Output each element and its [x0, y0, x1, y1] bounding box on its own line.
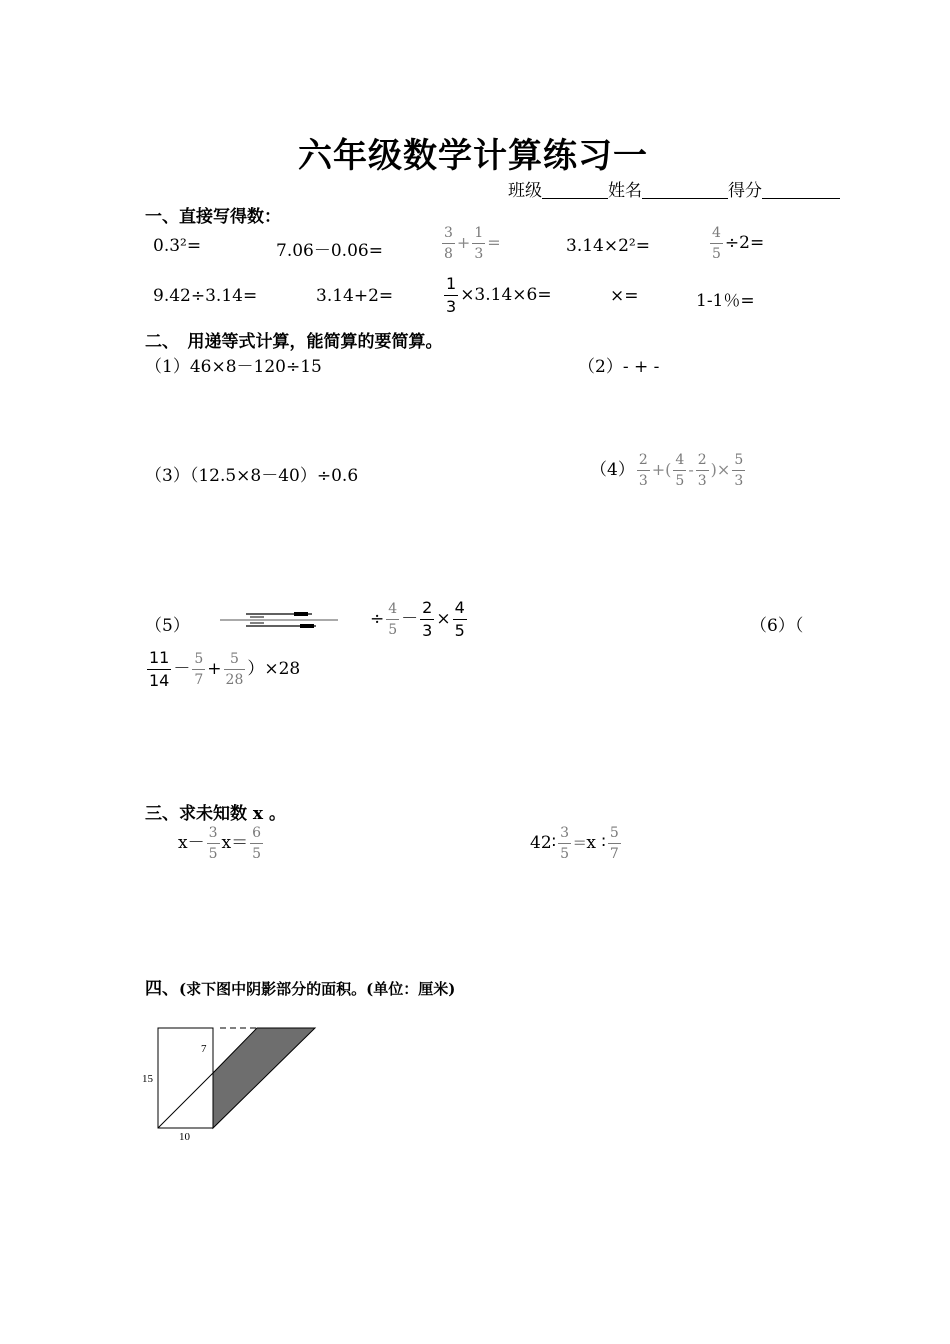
- equation-1: x－ $\frac{3}{5}$ x＝ $\frac{6}{5}$: [178, 825, 262, 862]
- class-blank[interactable]: [542, 180, 608, 199]
- s1-r2-d: ×=: [610, 286, 639, 306]
- fraction: $\frac{3}{5}$: [560, 825, 569, 862]
- fraction: $\frac{5}{7}$: [194, 651, 204, 688]
- problem-5-label: （5）: [145, 616, 190, 636]
- s1-r2-b: 3.14+2=: [316, 286, 394, 306]
- section-2-heading: 二、 用递等式计算，能简算的要简算。: [145, 332, 443, 352]
- label-10: 10: [179, 1131, 190, 1143]
- s1-r1-e: $\frac{4}{5}$ ÷2=: [712, 225, 765, 262]
- fraction: $\frac{2}{3}$: [422, 598, 433, 640]
- section-3-heading: 三、求未知数 x 。: [145, 804, 286, 824]
- name-label: 姓名: [608, 181, 642, 201]
- class-label: 班级: [508, 181, 542, 201]
- score-label: 得分: [728, 181, 762, 201]
- fraction: $\frac{3}{8}$: [444, 225, 453, 262]
- problem-6-label: （6）（: [750, 616, 804, 636]
- page-title: 六年级数学计算练习一: [298, 136, 648, 176]
- fraction: $\frac{5}{7}$: [609, 825, 619, 862]
- student-info-line: [508, 176, 840, 201]
- fraction: $\frac{1}{3}$: [446, 274, 457, 316]
- garbled-fraction-image: [220, 606, 340, 632]
- fraction: $\frac{1}{3}$: [474, 225, 484, 262]
- fraction: $\frac{2}{3}$: [697, 452, 707, 489]
- shaded-parallelogram: [213, 1028, 315, 1128]
- fraction: $\frac{4}{5}$: [712, 225, 721, 262]
- section-1-heading: 一、直接写得数：: [145, 207, 281, 227]
- s1-r1-d: 3.14×2²=: [566, 236, 650, 256]
- label-15: 15: [142, 1073, 153, 1085]
- diagonal-line: [158, 1073, 213, 1128]
- problem-6: $\frac{11}{14}$ － $\frac{5}{7}$ + $\frac{5}{28}$ ）×28: [149, 648, 301, 690]
- problem-5: ÷ $\frac{4}{5}$ － $\frac{2}{3}$ × $\frac{4}{5}$: [370, 598, 465, 640]
- fraction: $\frac{4}{5}$: [675, 452, 685, 489]
- fraction: $\frac{5}{3}$: [734, 452, 744, 489]
- fraction: $\frac{4}{5}$: [388, 601, 398, 638]
- fraction: $\frac{11}{14}$: [149, 648, 170, 690]
- problem-4: （4） $\frac{2}{3}$ +( $\frac{4}{5}$ - $\frac{2}{3}$ )× $\frac{5}{3}$: [590, 452, 744, 489]
- problem-1: （1）46×8－120÷15: [145, 357, 322, 377]
- equation-2: 42∶ $\frac{3}{5}$ =x ∶ $\frac{5}{7}$: [530, 825, 619, 862]
- s1-r1-a: 0.3²=: [153, 236, 202, 256]
- s1-r1-b: 7.06－0.06=: [276, 241, 383, 261]
- s1-r1-c: $\frac{3}{8}$ + $\frac{1}{3}$ =: [444, 225, 501, 262]
- problem-3: （3）（12.5×8－40）÷0.6: [145, 466, 359, 486]
- geometry-figure: [135, 1020, 335, 1150]
- problem-2: （2）- + -: [578, 357, 660, 377]
- fraction: $\frac{4}{5}$: [454, 598, 465, 640]
- label-7: 7: [201, 1043, 207, 1055]
- name-blank[interactable]: [642, 180, 728, 199]
- s1-r2-a: 9.42÷3.14=: [153, 286, 258, 306]
- fraction: $\frac{3}{5}$: [208, 825, 218, 862]
- fraction: $\frac{5}{28}$: [225, 651, 244, 688]
- s1-r2-c: $\frac{1}{3}$ ×3.14×6=: [446, 274, 552, 316]
- fraction: $\frac{6}{5}$: [252, 825, 262, 862]
- fraction: $\frac{2}{3}$: [638, 452, 648, 489]
- score-blank[interactable]: [762, 180, 840, 199]
- s1-r2-e: 1-1％=: [696, 291, 755, 311]
- section-4-heading: 四、(求下图中阴影部分的面积。(单位：厘米): [145, 979, 456, 999]
